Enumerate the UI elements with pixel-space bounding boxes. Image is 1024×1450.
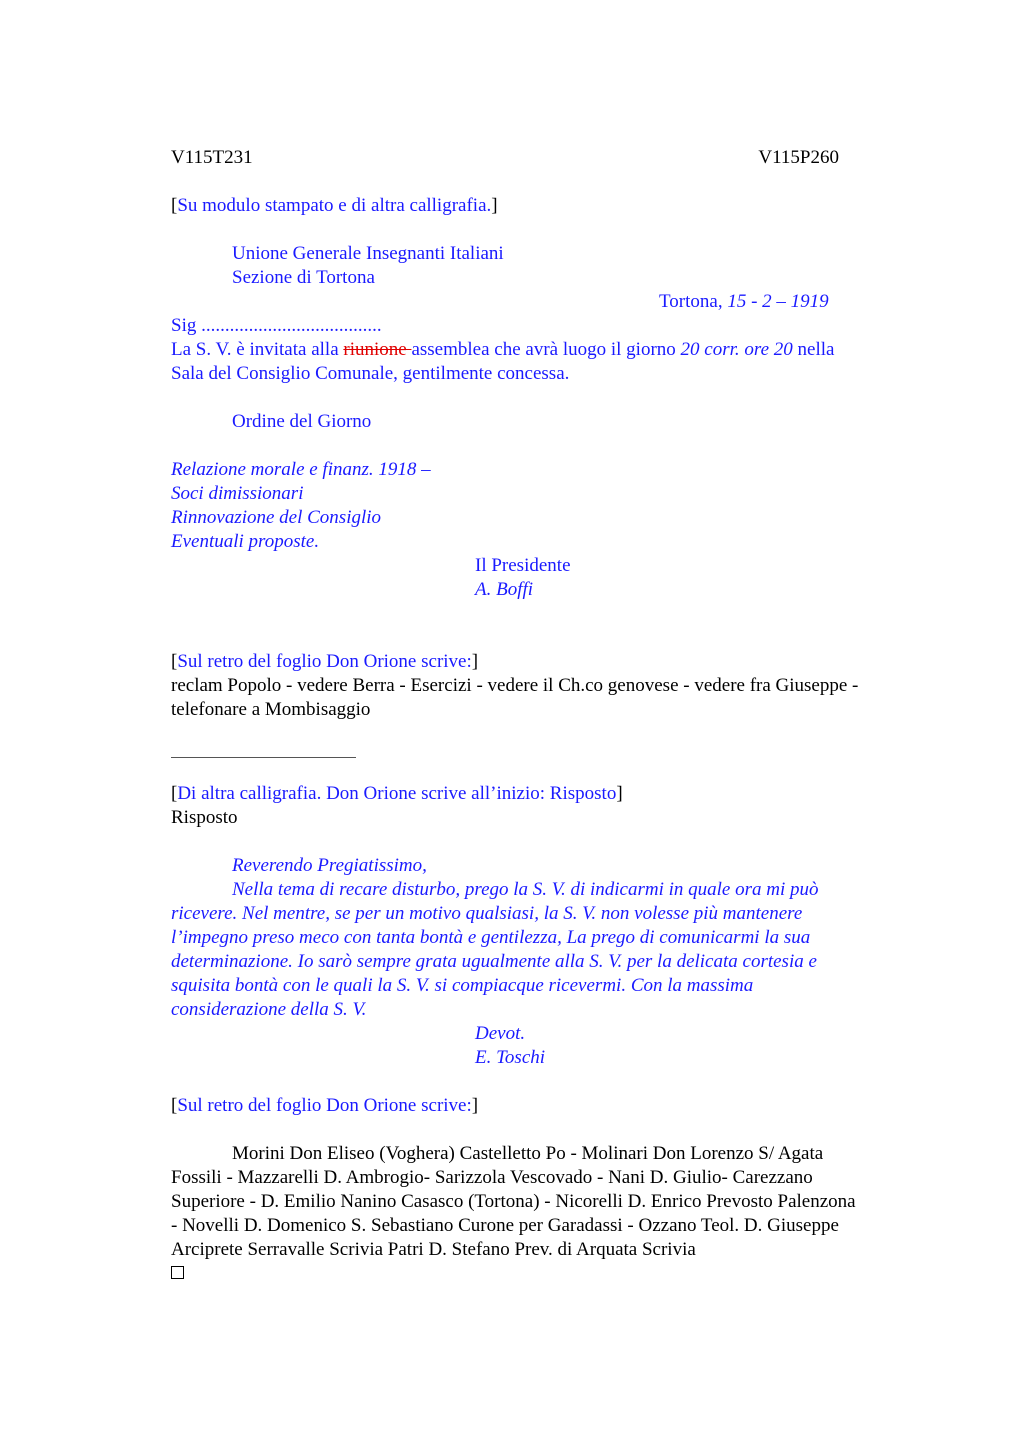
editorial-note-back-2: [Sul retro del foglio Don Orione scrive:] (171, 1095, 479, 1116)
letter-line: squisita bontà con le quali la S. V. si compiacque ricevermi. Con la massima (171, 975, 754, 996)
letter-signer: E. Toschi (475, 1047, 546, 1068)
end-mark (171, 1262, 931, 1286)
invite-line-2: Sala del Consiglio Comunale, gentilmente concessa. (171, 363, 570, 384)
names-line: Superiore - D. Emilio Nanino Casasco (Tortona) - Nicorelli D. Enrico Prevosto Palenzona (171, 1191, 856, 1212)
back-note-line-1: reclam Popolo - vedere Berra - Esercizi - vedere il Ch.co genovese - vedere fra Giuseppe - (171, 675, 859, 696)
names-line: Arciprete Serravalle Scrivia Patri D. Stefano Prev. di Arquata Scrivia (171, 1239, 696, 1260)
letter-closing: Devot. (475, 1023, 526, 1044)
letter-greeting: Reverendo Pregiatissimo, (232, 855, 427, 876)
agenda-item: Eventuali proposte. (171, 531, 320, 552)
editorial-note-back-1: [Sul retro del foglio Don Orione scrive:] (171, 651, 479, 672)
letter-line: determinazione. Io sarò sempre grata ugualmente alla S. V. per la delicata cortesia e (171, 951, 817, 972)
letter-line: considerazione della S. V. (171, 999, 367, 1020)
date-line: Tortona, 15 - 2 – 1919 (659, 291, 829, 312)
president-role: Il Presidente (475, 555, 571, 576)
square-box-icon (171, 1266, 184, 1279)
letter-line: ricevere. Nel mentre, se per un motivo qualsiasi, la S. V. non volesse più mantenere (171, 903, 803, 924)
editorial-note-other-hand: [Di altra calligrafia. Don Orione scrive all’inizio: Risposto] (171, 783, 623, 804)
names-line: Fossili - Mazzarelli D. Ambrogio- Sarizzola Vescovado - Nani D. Giulio- Carezzano (171, 1167, 813, 1188)
salutation: Sig ...................................... (171, 315, 382, 336)
header-codes (171, 146, 839, 170)
names-line: - Novelli D. Domenico S. Sebastiano Curone per Garadassi - Ozzano Teol. D. Giuseppe (171, 1215, 839, 1236)
editorial-note-printed-form: [Su modulo stampato e di altra calligrafia.] (171, 195, 498, 216)
back-note-line-2: telefonare a Mombisaggio (171, 699, 371, 720)
agenda-item: Soci dimissionari (171, 483, 304, 504)
agenda-item: Relazione morale e finanz. 1918 – (171, 459, 431, 480)
letterhead-line-1: Unione Generale Insegnanti Italiani (232, 243, 504, 264)
agenda-item: Rinnovazione del Consiglio (171, 507, 382, 528)
right-code: V115P260 (758, 147, 839, 168)
letterhead-line-2: Sezione di Tortona (232, 267, 375, 288)
letter-line: Nella tema di recare disturbo, prego la S. V. di indicarmi in quale ora mi può (232, 879, 819, 900)
agenda-title: Ordine del Giorno (232, 411, 372, 432)
letter-line: l’impegno preso meco con tanta bontà e gentilezza, La prego di comunicarmi la sua (171, 927, 811, 948)
document-page (171, 146, 931, 1286)
risposto-text: Risposto (171, 807, 238, 828)
left-code: V115T231 (171, 147, 253, 168)
struck-word: riunione (343, 339, 412, 360)
president-name: A. Boffi (475, 579, 534, 600)
names-line: Morini Don Eliseo (Voghera) Castelletto Po - Molinari Don Lorenzo S/ Agata (232, 1143, 824, 1164)
invite-line-1: La S. V. è invitata alla riunione assemblea che avrà luogo il giorno 20 corr. ore 20 nella (171, 339, 835, 360)
